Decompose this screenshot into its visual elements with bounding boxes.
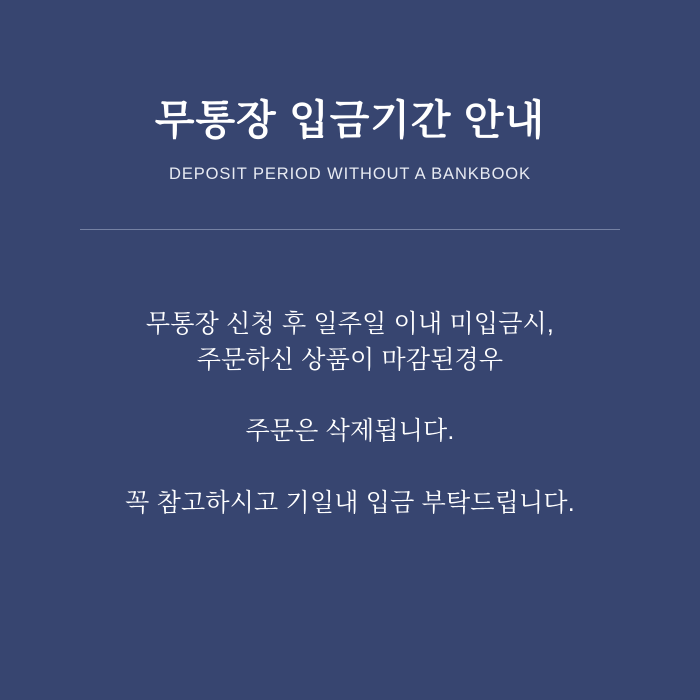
body-paragraph1-line1: 무통장 신청 후 일주일 이내 미입금시, [145, 310, 555, 339]
paragraph-spacer-1 [0, 378, 700, 414]
body-paragraph1-line2: 주문하신 상품이 마감된경우 [196, 345, 504, 374]
notice-body [0, 307, 700, 521]
body-paragraph2-line1: 주문은 삭제됩니다. [245, 417, 455, 446]
title-block [0, 96, 700, 184]
divider [80, 229, 620, 230]
page-title: 무통장 입금기간 안내 [154, 97, 546, 143]
page-subtitle: DEPOSIT PERIOD WITHOUT A BANKBOOK [169, 165, 531, 184]
paragraph-spacer-2 [0, 450, 700, 486]
body-paragraph3-line1: 꼭 참고하시고 기일내 입금 부탁드립니다. [125, 488, 575, 517]
